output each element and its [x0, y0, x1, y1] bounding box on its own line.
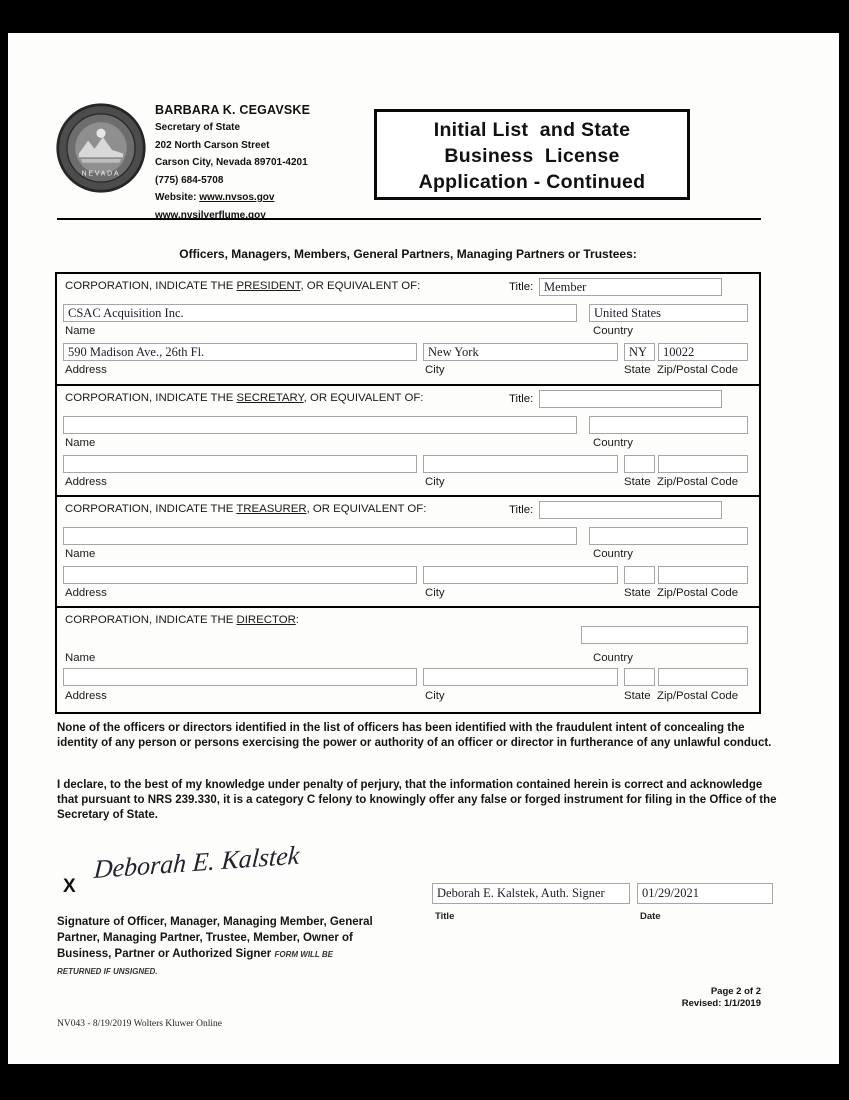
city-label: City: [425, 476, 445, 488]
nevada-state-seal-icon: [55, 102, 147, 194]
secretary-name-input[interactable]: [63, 416, 577, 434]
president-address-input[interactable]: 590 Madison Ave., 26th Fl.: [63, 343, 417, 361]
seal-text: NEVADA: [81, 170, 121, 178]
website-line: [155, 191, 310, 205]
form-title-line-2: Business License: [444, 145, 620, 167]
treasurer-state-input[interactable]: [624, 566, 655, 584]
treasurer-title-input[interactable]: [539, 501, 722, 519]
heading-prefix: CORPORATION, INDICATE THE: [65, 614, 237, 626]
website-link-silverflume: www.nvsilverflume.gov: [155, 209, 266, 221]
heading-prefix: CORPORATION, INDICATE THE: [65, 280, 237, 292]
signature-date-label: Date: [640, 911, 661, 922]
secretary-country-input[interactable]: [589, 416, 748, 434]
secretary-zip-input[interactable]: [658, 455, 748, 473]
officer-section-secretary: [57, 384, 759, 495]
heading-suffix: :: [295, 614, 299, 626]
title-label: Title:: [509, 504, 534, 516]
zip-label: Zip/Postal Code: [657, 476, 739, 488]
treasurer-address-input[interactable]: [63, 566, 417, 584]
heading-suffix: , OR EQUIVALENT OF:: [303, 392, 424, 404]
treasurer-country-input[interactable]: [589, 527, 748, 545]
name-label: Name: [65, 548, 96, 560]
title-label: Title:: [509, 393, 534, 405]
president-title-input[interactable]: Member: [539, 278, 722, 296]
heading-role: DIRECTOR: [236, 614, 296, 626]
zip-label: Zip/Postal Code: [657, 587, 739, 599]
section-heading-director: [65, 614, 299, 626]
director-city-input[interactable]: [423, 668, 618, 686]
country-label: Country: [593, 437, 633, 449]
officer-section-director: [57, 606, 759, 712]
office-city: Carson City, Nevada 89701-4201: [155, 157, 308, 168]
signature-x-mark: X: [63, 876, 76, 897]
section-heading-secretary: [65, 392, 423, 404]
name-label: Name: [65, 437, 96, 449]
header-divider: [57, 218, 761, 220]
heading-prefix: CORPORATION, INDICATE THE: [65, 503, 237, 515]
heading-suffix: , OR EQUIVALENT OF:: [306, 503, 427, 515]
director-country-input[interactable]: [581, 626, 748, 644]
secretary-title-input[interactable]: [539, 390, 722, 408]
website-link-nvsos: www.nvsos.gov: [199, 192, 275, 203]
website-label: Website:: [155, 192, 197, 203]
treasurer-name-input[interactable]: [63, 527, 577, 545]
form-title-box: [374, 109, 690, 200]
secretary-of-state-header: [155, 103, 310, 226]
officers-section-heading: Officers, Managers, Members, General Partners, Managing Partners or Trustees:: [179, 247, 637, 261]
name-label: Name: [65, 325, 96, 337]
president-state-input[interactable]: NY: [624, 343, 655, 361]
state-label: State: [624, 587, 651, 599]
form-title-line-3: Application - Continued: [418, 171, 646, 193]
page-info: [608, 986, 761, 1009]
director-zip-input[interactable]: [658, 668, 748, 686]
president-city-input[interactable]: New York: [423, 343, 618, 361]
form-code: NV043 - 8/19/2019 Wolters Kluwer Online: [57, 1019, 223, 1029]
country-label: Country: [593, 548, 633, 560]
city-label: City: [425, 364, 445, 376]
director-state-input[interactable]: [624, 668, 655, 686]
signature-date-input[interactable]: 01/29/2021: [637, 883, 773, 904]
president-country-input[interactable]: United States: [589, 304, 748, 322]
city-label: City: [425, 690, 445, 702]
heading-role: PRESIDENT: [236, 280, 301, 292]
fraud-declaration-paragraph: None of the officers or directors identified in the list of officers has been identified with the fraudulent intent of concealing the identity of any person or persons exercising the power or authority of an officer or director in furtherance of any unlawful conduct.: [57, 722, 772, 750]
handwritten-signature[interactable]: Deborah E. Kalstek: [93, 840, 301, 885]
official-name: BARBARA K. CEGAVSKE: [155, 103, 311, 117]
officer-section-president: [57, 274, 759, 384]
director-address-input[interactable]: [63, 668, 417, 686]
revised-date: Revised: 1/1/2019: [681, 997, 761, 1009]
address-label: Address: [65, 587, 107, 599]
office-title: Secretary of State: [155, 122, 241, 133]
name-label: Name: [65, 652, 96, 664]
officers-table: [55, 272, 761, 714]
heading-prefix: CORPORATION, INDICATE THE: [65, 392, 237, 404]
zip-label: Zip/Postal Code: [657, 364, 739, 376]
signer-title-input[interactable]: Deborah E. Kalstek, Auth. Signer: [432, 883, 630, 904]
president-name-input[interactable]: CSAC Acquisition Inc.: [63, 304, 577, 322]
office-phone: (775) 684-5708: [155, 174, 224, 186]
title-label: Title:: [509, 281, 534, 293]
state-label: State: [624, 476, 651, 488]
address-label: Address: [65, 476, 107, 488]
signature-caption-note: FORM WILL BE RETURNED IF UNSIGNED.: [57, 950, 334, 976]
president-zip-input[interactable]: 10022: [658, 343, 748, 361]
form-page: [8, 33, 839, 1064]
section-heading-treasurer: [65, 503, 426, 515]
zip-label: Zip/Postal Code: [657, 690, 739, 702]
section-heading-president: [65, 280, 420, 292]
heading-role: SECRETARY: [236, 392, 304, 404]
state-label: State: [624, 690, 651, 702]
city-label: City: [425, 587, 445, 599]
officer-section-treasurer: [57, 495, 759, 606]
heading-suffix: , OR EQUIVALENT OF:: [300, 280, 421, 292]
secretary-address-input[interactable]: [63, 455, 417, 473]
address-label: Address: [65, 364, 107, 376]
office-street: 202 North Carson Street: [155, 139, 270, 151]
state-label: State: [624, 364, 651, 376]
signature-caption: [57, 914, 375, 980]
form-title-line-1: Initial List and State: [433, 119, 631, 141]
treasurer-city-input[interactable]: [423, 566, 618, 584]
secretary-city-input[interactable]: [423, 455, 618, 473]
secretary-state-input[interactable]: [624, 455, 655, 473]
country-label: Country: [593, 325, 633, 337]
address-label: Address: [65, 690, 107, 702]
page-number: Page 2 of 2: [710, 986, 761, 997]
country-label: Country: [593, 652, 633, 664]
heading-role: TREASURER: [236, 503, 307, 515]
perjury-declaration-paragraph: I declare, to the best of my knowledge under penalty of perjury, that the information contained herein is correct and acknowledge that pursuant to NRS 239.330, it is a category C felony to knowingly offer any false or forged instrument for filing in the Office of the Secretary of State.: [57, 779, 777, 822]
signature-caption-text: Signature of Officer, Manager, Managing Member, General Partner, Managing Partner, Trustee, Member, Owner of Business, Partner or Authorized Signer: [57, 916, 373, 960]
signer-title-label: Title: [435, 911, 455, 922]
treasurer-zip-input[interactable]: [658, 566, 748, 584]
